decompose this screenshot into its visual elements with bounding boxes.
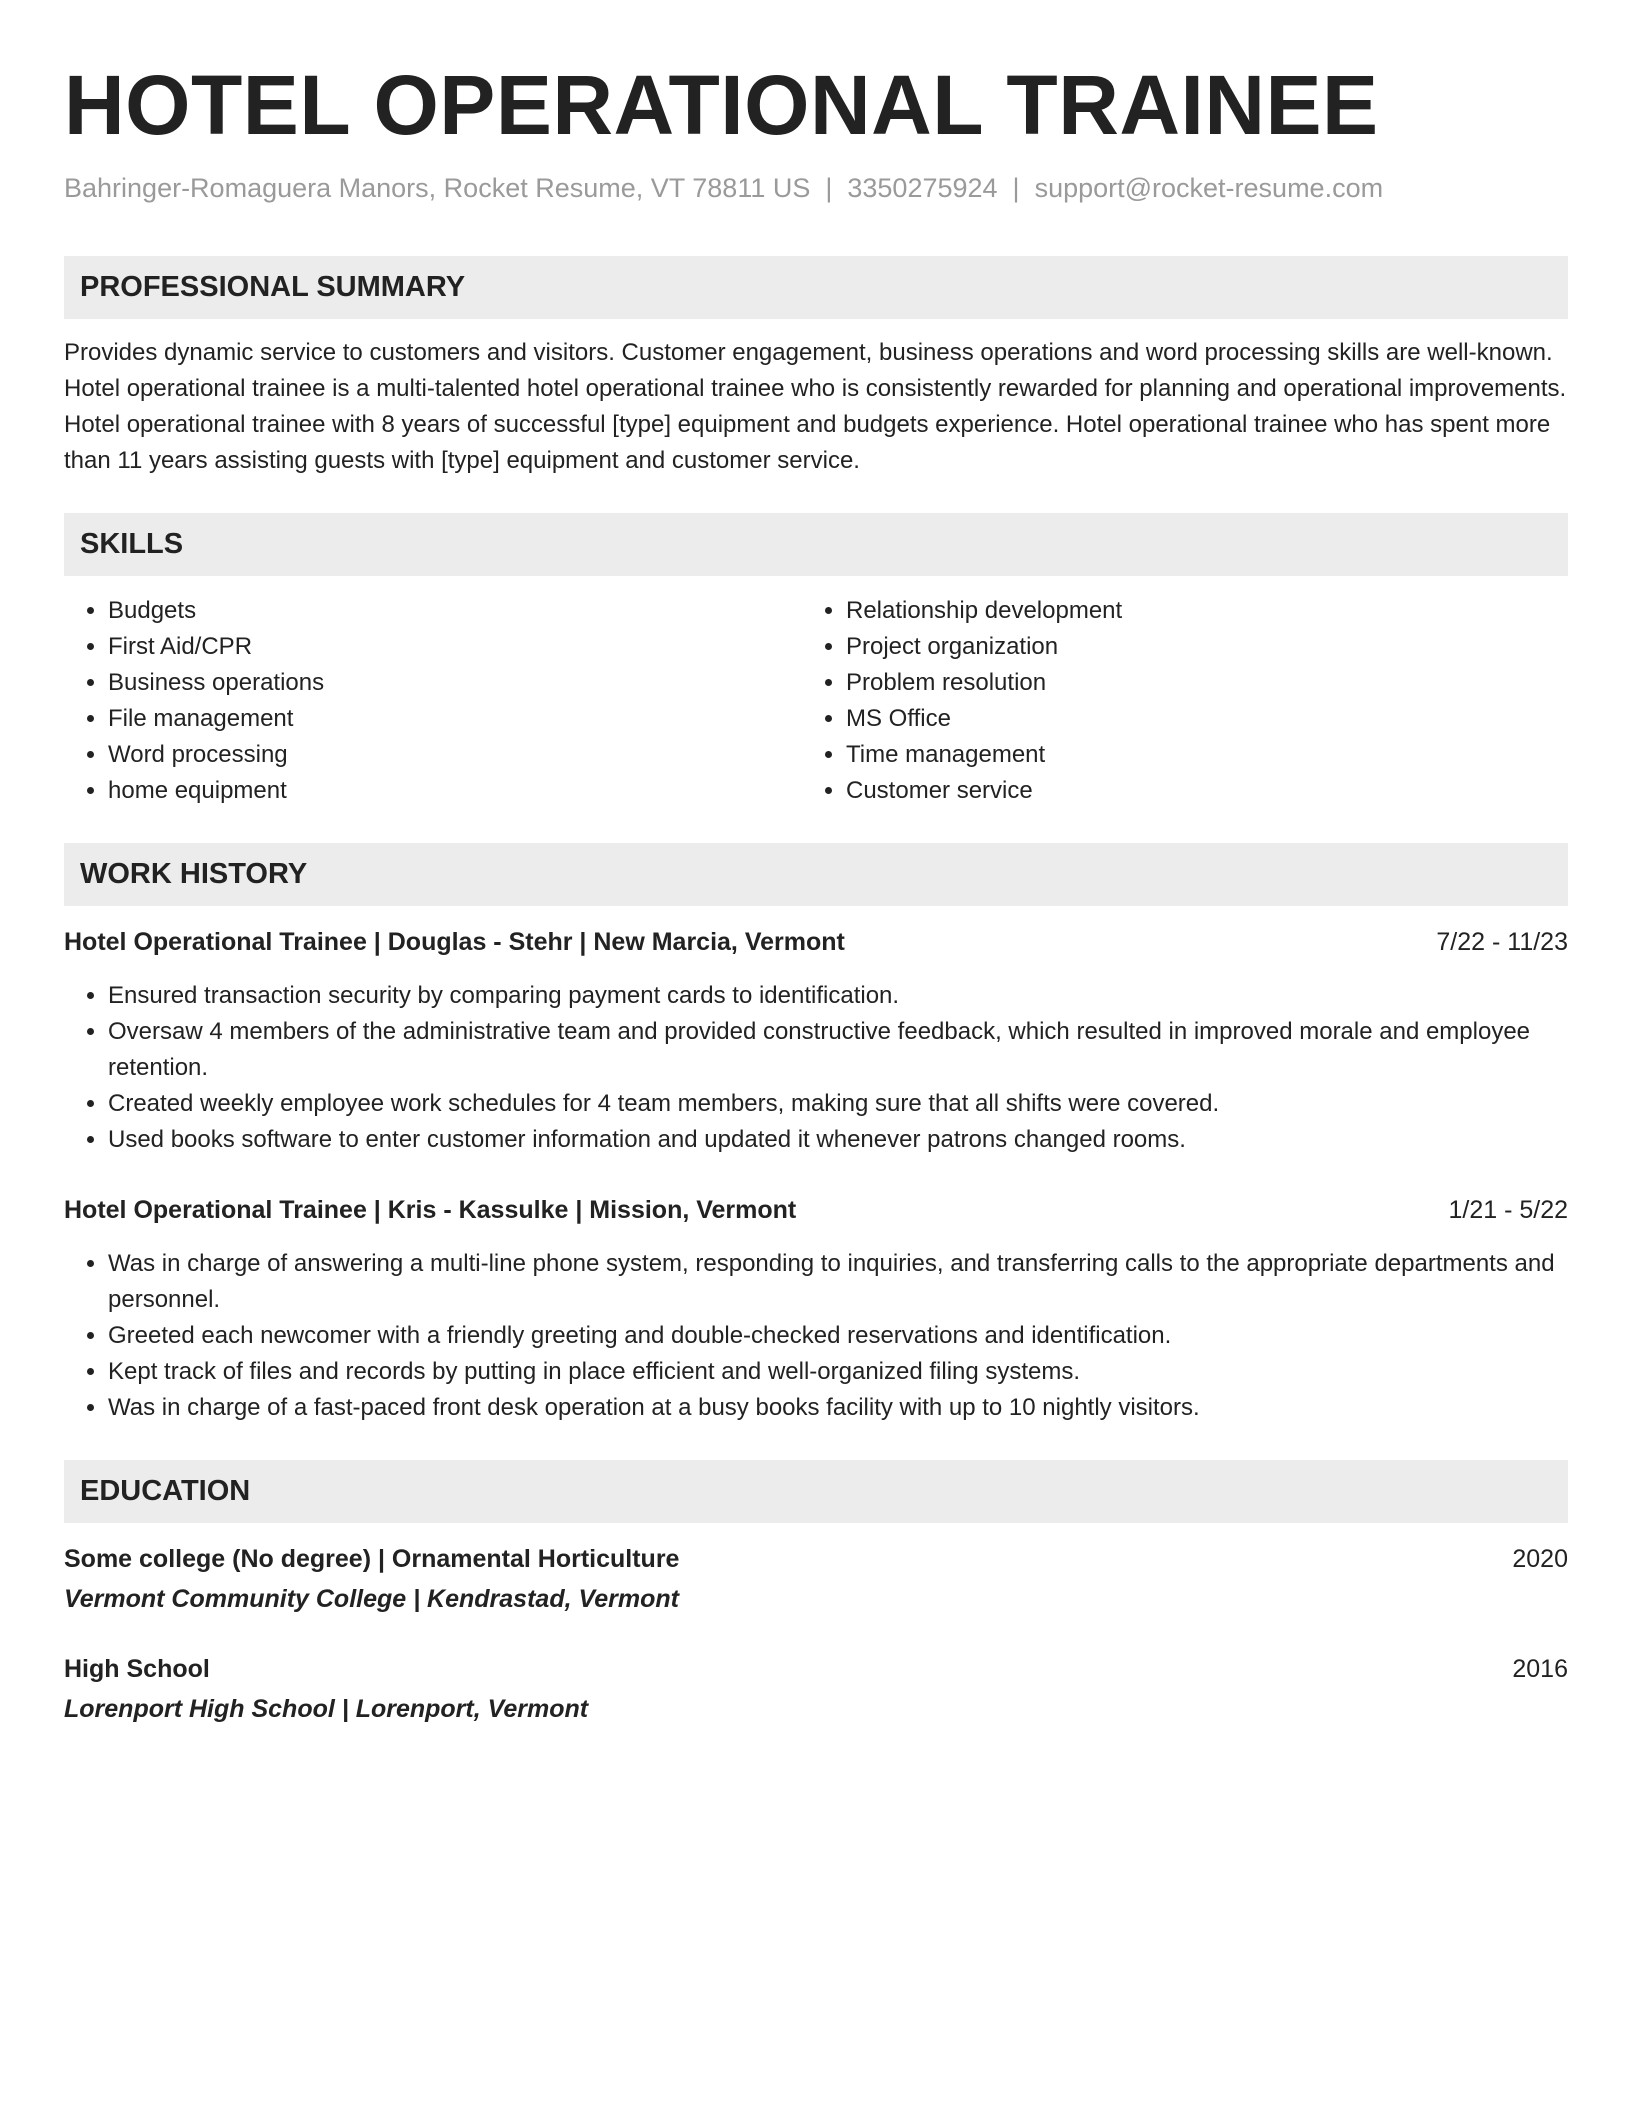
skills-column-right [802,593,1562,809]
skill-item: • Word processing [108,737,802,773]
job-bullet: • Oversaw 4 members of the administrative team and provided constructive feedback, which resulted in improved morale and employee retention. [108,1014,1568,1086]
job-title: Hotel Operational Trainee | Douglas - Stehr | New Marcia, Vermont [64,928,845,956]
education-school: Lorenport High School | Lorenport, Vermont [64,1695,589,1723]
job-bullets [64,978,1568,1158]
job-bullet: • Used books software to enter customer information and updated it whenever patrons changed rooms. [108,1122,1568,1158]
skill-item: • Relationship development [846,593,1562,629]
summary-text: Provides dynamic service to customers and visitors. Customer engagement, business operations and word processing skills are well-known. Hotel operational trainee is a multi-talented hotel operational trainee who is consistently rewarded for planning and operational improvements. Hotel operational trainee with 8 years of successful [type] equipment and budgets experience. Hotel operational trainee who has spent more than 11 years assisting guests with [type] equipment and customer service. [64,339,1567,474]
contact-separator: | [825,173,833,203]
job-bullet: • Ensured transaction security by comparing payment cards to identification. [108,978,1568,1014]
skill-item: • Time management [846,737,1562,773]
skills-column-left [64,593,802,809]
education-school: Vermont Community College | Kendrastad, Vermont [64,1585,679,1613]
section-heading-skills: SKILLS [64,513,1568,576]
skill-item: • First Aid/CPR [108,629,802,665]
contact-email: support@rocket-resume.com [1034,173,1384,203]
education-title: Some college (No degree) | Ornamental Horticulture [64,1545,680,1573]
skill-item: • Project organization [846,629,1562,665]
skill-item: • Problem resolution [846,665,1562,701]
contact-phone: 3350275924 [847,173,998,203]
job-title: Hotel Operational Trainee | Kris - Kassulke | Mission, Vermont [64,1196,797,1224]
contact-separator: | [1012,173,1020,203]
job-bullet: • Greeted each newcomer with a friendly greeting and double-checked reservations and identification. [108,1318,1568,1354]
skill-item: • MS Office [846,701,1562,737]
education-year: 2016 [1512,1655,1568,1683]
job-dates: 1/21 - 5/22 [1448,1196,1568,1224]
resume-title: HOTEL OPERATIONAL TRAINEE [64,58,1379,152]
education-entry [64,1541,1568,1617]
skill-item: • Business operations [108,665,802,701]
job-bullet: • Was in charge of a fast-paced front desk operation at a busy books facility with up to 10 nightly visitors. [108,1390,1568,1426]
skill-item: • Budgets [108,593,802,629]
job-dates: 7/22 - 11/23 [1436,928,1568,956]
skill-item: • Customer service [846,773,1562,809]
section-heading-education: EDUCATION [64,1460,1568,1523]
section-heading-work-history: WORK HISTORY [64,843,1568,906]
job-bullet: • Was in charge of answering a multi-line phone system, responding to inquiries, and transferring calls to the appropriate departments and personnel. [108,1246,1568,1318]
job-bullets [64,1246,1568,1426]
section-heading-summary: PROFESSIONAL SUMMARY [64,256,1568,319]
skills-list [64,593,1568,809]
skill-item: • File management [108,701,802,737]
job-bullet: • Kept track of files and records by putting in place efficient and well-organized filing systems. [108,1354,1568,1390]
job-entry [64,924,1568,1158]
education-year: 2020 [1512,1545,1568,1573]
contact-address: Bahringer-Romaguera Manors, Rocket Resume, VT 78811 US [64,173,811,203]
job-entry [64,1192,1568,1426]
job-bullet: • Created weekly employee work schedules for 4 team members, making sure that all shifts were covered. [108,1086,1568,1122]
education-title: High School [64,1655,210,1683]
skill-item: • home equipment [108,773,802,809]
education-entry [64,1651,1568,1727]
contact-line [64,170,1568,206]
